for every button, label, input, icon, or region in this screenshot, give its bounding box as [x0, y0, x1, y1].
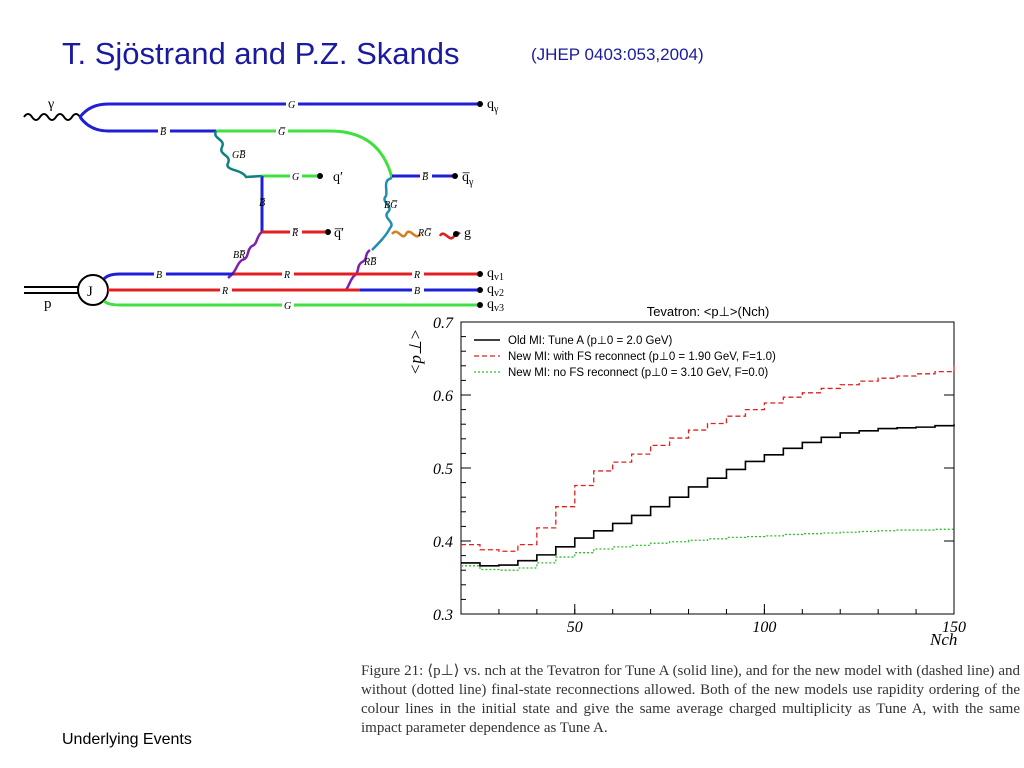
- out-label-qv3: $q_{v3}$: [487, 297, 504, 314]
- out-label-qbar-gamma: $q̅_\gamma$: [462, 170, 474, 188]
- photon-label: γ: [48, 97, 55, 112]
- y-tick-label: 0.7: [433, 315, 453, 332]
- gluon-label-BRbar: BR̅: [233, 250, 246, 261]
- line-label-R-v1: R: [284, 270, 291, 281]
- x-tick-label: 100: [752, 619, 777, 636]
- series-line-2: [461, 366, 954, 551]
- y-tick-label: 0.3: [433, 607, 453, 624]
- line-label-B-v2: B: [414, 286, 421, 297]
- out-label-g: g: [464, 226, 471, 241]
- legend-entry: Old MI: Tune A (p⊥0 = 2.0 GeV): [508, 335, 673, 347]
- gluon-RBbar: [346, 250, 370, 290]
- junction-label: J: [87, 284, 93, 300]
- x-axis-label: Nch: [930, 630, 958, 649]
- legend-entry: New MI: no FS reconnect (p⊥0 = 3.10 GeV, F=0.0): [508, 367, 769, 379]
- slide-title: T. Sjöstrand and P.Z. Skands: [62, 36, 460, 71]
- figure-caption: Figure 21: ⟨p⊥⟩ vs. nch at the Tevatron for Tune A (solid line), and for the new model with (dashed line) and without (dotted line) final-state reconnections allowed. Both of the new models use rapidity ordering of the colour lines in the initial state and give the same average charged multiplicity as Tune A, with the same impact parameter dependence as Tune A.: [361, 663, 1020, 736]
- series-line-1: [461, 424, 954, 566]
- junction-node: [78, 275, 108, 305]
- blue-line-antiB: [80, 117, 216, 131]
- out-label-qv1: $q_{v1}$: [487, 266, 504, 283]
- journal-reference: (JHEP 0403:053,2004): [531, 45, 704, 64]
- gluon-BGbar: [372, 178, 392, 250]
- y-tick-label: 0.4: [433, 534, 453, 551]
- line-label-Bbar-2: B̅: [422, 172, 429, 183]
- line-label-G-v3: G: [284, 301, 292, 312]
- line-label-Rbar: R̅: [292, 228, 299, 239]
- out-label-qbar-prime: q̅′: [334, 226, 345, 241]
- blue-line-top: [80, 104, 480, 117]
- line-label-R-v1b: R: [414, 270, 421, 281]
- gluon-RGbar: [392, 232, 420, 237]
- legend-entry: New MI: with FS reconnect (p⊥0 = 1.90 GeV, F=1.0): [508, 351, 776, 363]
- line-label-B-top: G: [288, 100, 296, 111]
- plot-frame: [461, 322, 954, 614]
- y-tick-label: 0.6: [433, 388, 453, 405]
- line-label-B-v1: B: [156, 270, 163, 281]
- footer-text: Underlying Events: [62, 731, 192, 748]
- gluon-label-RGbar: RG̅: [418, 228, 432, 239]
- chart-title: Tevatron: <p⊥>(Nch): [646, 304, 770, 319]
- line-label-G: G: [292, 172, 300, 183]
- line-label-Gbar: G̅: [278, 127, 286, 138]
- x-tick-label: 150: [942, 619, 966, 636]
- line-label-Bbar: B̅: [160, 127, 167, 138]
- y-axis-label: <p⊥>: [406, 328, 425, 376]
- gluon-label-RBbar: RB̅: [364, 257, 377, 268]
- proton-line: [24, 287, 78, 293]
- gluon-label-GBbar: GB̅: [232, 150, 246, 161]
- proton-label: p: [44, 296, 52, 312]
- line-label-Bbar-vert: B̅: [259, 198, 266, 209]
- out-label-qv2: $q_{v2}$: [487, 282, 504, 299]
- gluon-label-BGbar: BG̅: [384, 200, 398, 211]
- valence-line-1: [104, 274, 234, 279]
- x-tick-label: 50: [566, 619, 583, 636]
- line-label-R-v2: R: [222, 286, 229, 297]
- chart-legend: [474, 335, 776, 379]
- series-line-3: [461, 529, 954, 571]
- photon-line: [24, 114, 80, 120]
- y-tick-label: 0.5: [433, 461, 453, 478]
- out-label-q-prime: q′: [333, 170, 344, 185]
- out-label-q-gamma: $q_\gamma$: [487, 97, 499, 115]
- colour-flow-diagram: [0, 0, 520, 320]
